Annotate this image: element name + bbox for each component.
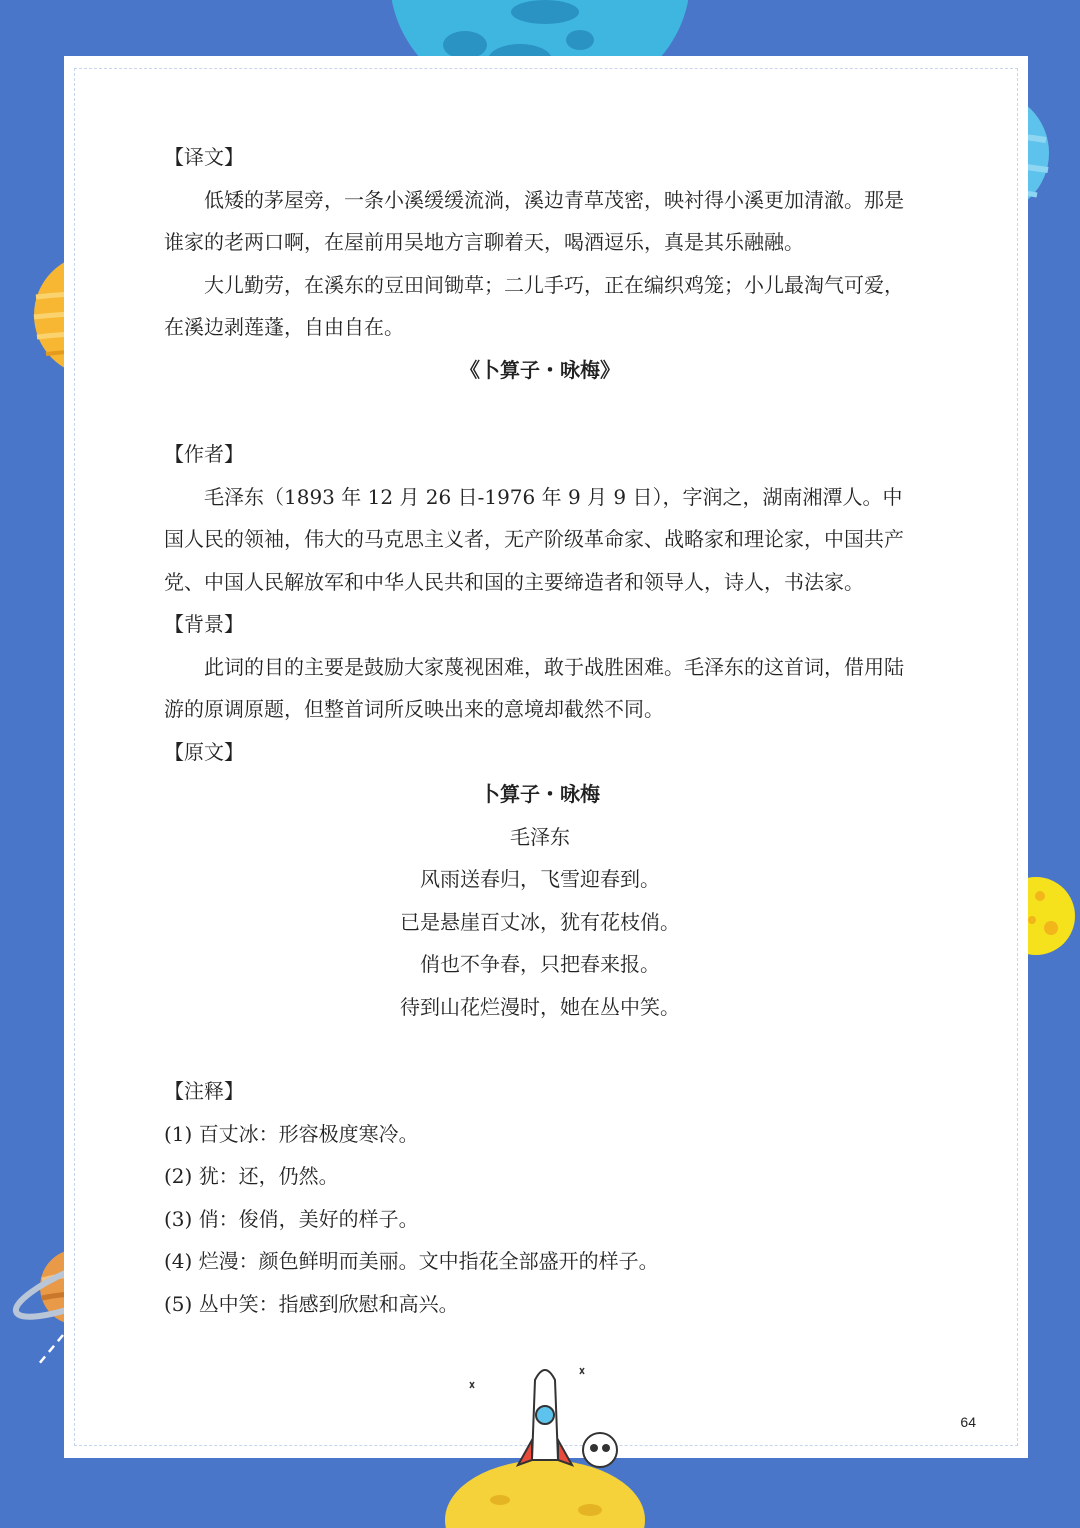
original-heading: 【原文】 bbox=[164, 739, 244, 764]
poem-line-4: 待到山花烂漫时，她在丛中笑。 bbox=[400, 994, 680, 1019]
page-number: 64 bbox=[960, 1414, 976, 1430]
poem-title-top: 《卜算子・咏梅》 bbox=[460, 357, 620, 382]
spacer bbox=[164, 391, 916, 433]
author-heading: 【作者】 bbox=[164, 442, 244, 466]
note-item-1: (1) 百丈冰：形容极度寒冷。 bbox=[164, 1121, 419, 1146]
document-page bbox=[64, 56, 1028, 1458]
poem-line-3: 俏也不争春，只把春来报。 bbox=[420, 952, 660, 976]
translation-paragraph-2: 大儿勤劳，在溪东的豆田间锄草；二儿手巧，正在编织鸡笼；小儿最淘气可爱，在溪边剥莲蓬，自由自在。 bbox=[164, 272, 904, 339]
poem-line-2: 已是悬崖百丈冰，犹有花枝俏。 bbox=[400, 909, 680, 934]
poem-title: 卜算子・咏梅 bbox=[480, 782, 600, 806]
note-item-5: (5) 丛中笑：指感到欣慰和高兴。 bbox=[164, 1291, 459, 1316]
author-paragraph: 毛泽东（1893 年 12 月 26 日-1976 年 9 月 9 日），字润之，湖南湘潭人。中国人民的领袖，伟大的马克思主义者，无产阶级革命家、战略家和理论家，中国共产党、中国人民解放军和中华人民共和国的主要缔造者和领导人，诗人，书法家。 bbox=[164, 484, 904, 594]
background-paragraph: 此词的目的主要是鼓励大家蔑视困难，敢于战胜困难。毛泽东的这首词，借用陆游的原调原题，但整首词所反映出来的意境却截然不同。 bbox=[164, 654, 904, 721]
translation-heading: 【译文】 bbox=[164, 145, 244, 169]
spacer bbox=[164, 1028, 916, 1070]
note-item-2: (2) 犹：还，仍然。 bbox=[164, 1164, 339, 1188]
poem-author: 毛泽东 bbox=[510, 824, 570, 849]
translation-paragraph-1: 低矮的茅屋旁，一条小溪缓缓流淌，溪边青草茂密，映衬得小溪更加清澈。那是谁家的老两口啊，在屋前用吴地方言聊着天，喝酒逗乐，真是其乐融融。 bbox=[164, 187, 904, 254]
poem-line-1: 风雨送春归，飞雪迎春到。 bbox=[420, 867, 660, 891]
note-item-4: (4) 烂漫：颜色鲜明而美丽。文中指花全部盛开的样子。 bbox=[164, 1249, 659, 1273]
background-heading: 【背景】 bbox=[164, 612, 244, 636]
rocket-moon-illustration bbox=[440, 1360, 650, 1528]
notes-heading: 【注释】 bbox=[164, 1079, 244, 1103]
note-item-3: (3) 俏：俊俏，美好的样子。 bbox=[164, 1206, 419, 1231]
page-content bbox=[164, 136, 916, 1325]
